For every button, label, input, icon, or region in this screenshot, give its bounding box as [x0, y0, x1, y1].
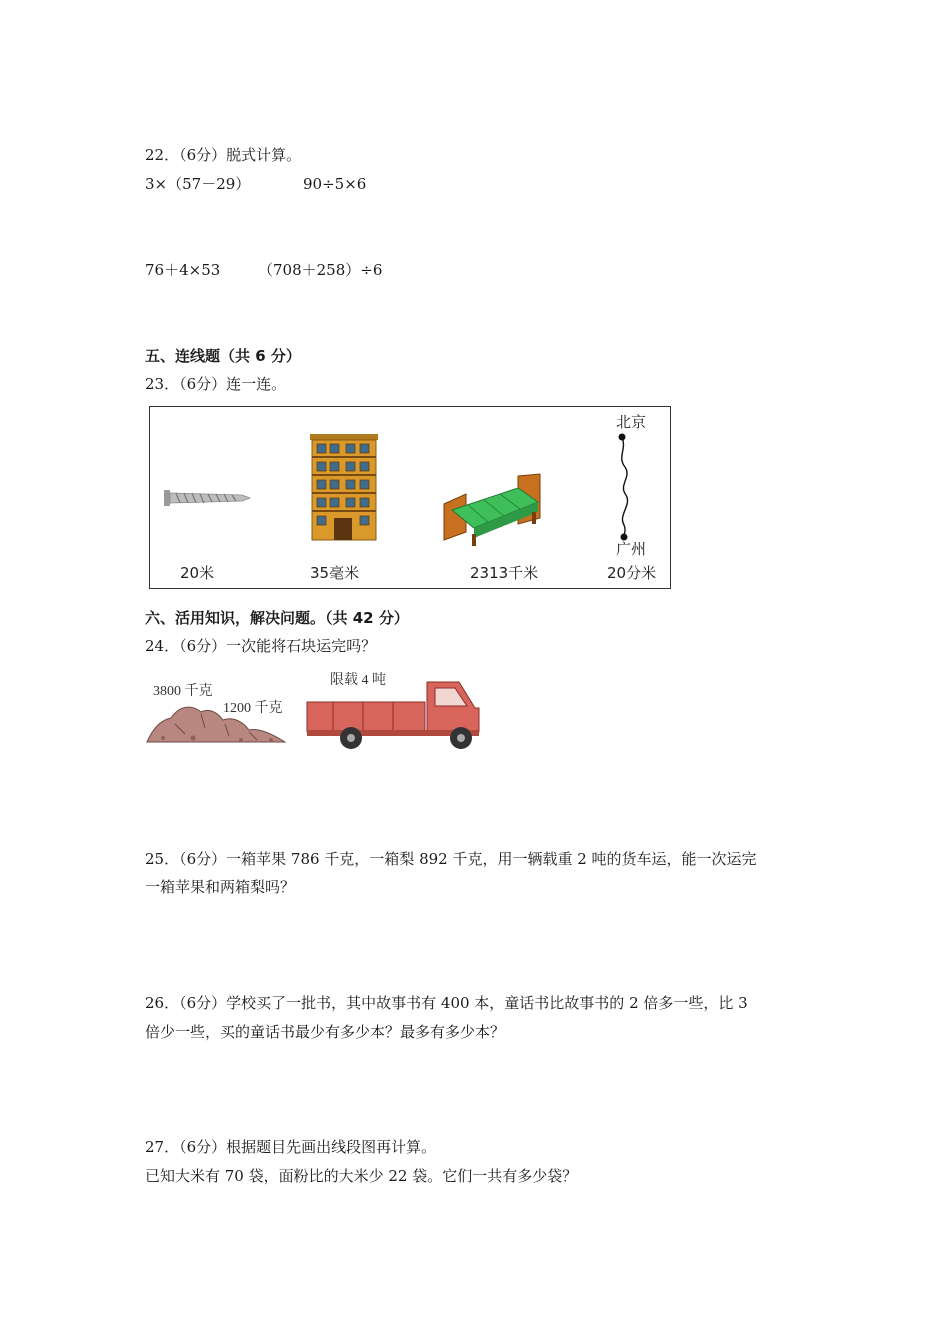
- q26-line2: 倍少一些，买的童话书最少有多少本？最多有多少本？: [145, 1023, 506, 1041]
- match-label-3: 2313千米: [470, 564, 539, 582]
- q25-line1: 25．（6分）一箱苹果 786 千克，一箱梨 892 千克，用一辆载重 2 吨的货车运，能一次运完: [145, 850, 757, 868]
- stone-pile-icon: [145, 698, 290, 746]
- matching-box: [149, 406, 671, 589]
- screw-icon: [162, 487, 252, 509]
- expr-3: 76＋4×53: [145, 261, 221, 279]
- q27-line2: 已知大米有 70 袋，面粉比的大米少 22 袋。它们一共有多少袋？: [145, 1167, 578, 1185]
- match-label-2: 35毫米: [310, 564, 360, 582]
- truck-icon: [303, 672, 481, 752]
- building-icon: [306, 432, 382, 542]
- section5-heading: 五、连线题（共 6 分）: [145, 347, 301, 365]
- stone-label-2: 1200 千克: [223, 701, 283, 716]
- q23-title: 23．（6分）连一连。: [145, 375, 287, 393]
- route-line-icon: [612, 431, 636, 543]
- match-label-4: 20分米: [607, 564, 657, 582]
- q22-title: 22．（6分）脱式计算。: [145, 146, 302, 164]
- expr-2: 90÷5×6: [303, 175, 367, 193]
- section6-heading: 六、活用知识，解决问题。（共 42 分）: [145, 609, 409, 627]
- truck-limit-label: 限载 4 吨: [330, 673, 386, 688]
- q24-title: 24．（6分）一次能将石块运完吗？: [145, 637, 377, 655]
- expr-1: 3×（57－29）: [145, 175, 251, 193]
- bed-icon: [438, 472, 546, 548]
- q27-line1: 27．（6分）根据题目先画出线段图再计算。: [145, 1138, 437, 1156]
- q26-line1: 26．（6分）学校买了一批书，其中故事书有 400 本，童话书比故事书的 2 倍多一些，比 3: [145, 994, 748, 1012]
- match-label-1: 20米: [180, 564, 215, 582]
- city-beijing: 北京: [616, 413, 647, 431]
- city-guangzhou: 广州: [616, 540, 647, 558]
- stone-label-1: 3800 千克: [153, 684, 213, 699]
- q25-line2: 一箱苹果和两箱梨吗？: [145, 878, 296, 896]
- expr-4: （708＋258）÷6: [258, 261, 383, 279]
